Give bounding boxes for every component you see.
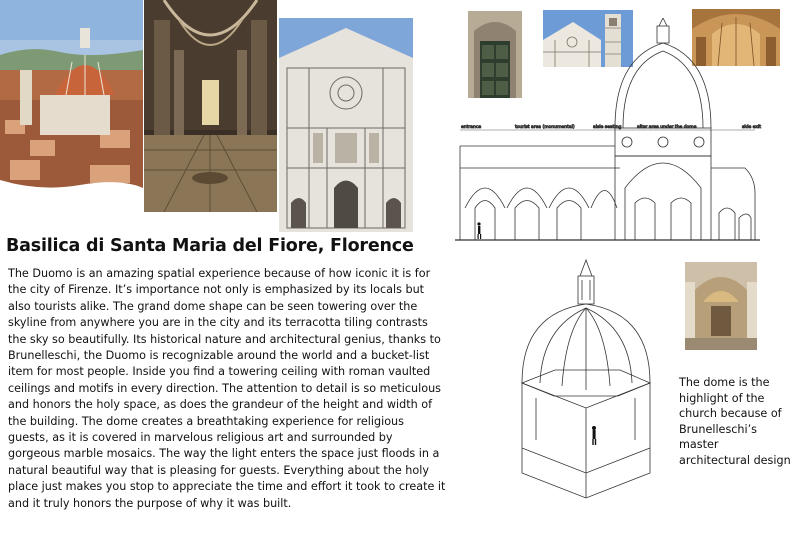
person-figure-small [592,426,596,445]
description-paragraph: The Duomo is an amazing spatial experience because of how iconic it is for the city of Firenze. It’s importance not only is emphasized by its locals but also tourists alike. The grand dome shape can be seen towering over the skyline from anywhere you are in the city and its terracotta tiling contrasts the sky so beautifully. Its historical nature and architectural genius, thanks to Brunelleschi, the Duomo is recognizable around the world and a bucket-list item for most people. Inside you find a towering ceiling with roman vaulted ceilings and motifs in every direction. The attention to detail is so meticulous and honors the holy space, as does the grandeur of the height and width of the building. The dome creates a breathtaking experience for religious guests, as it is covered in marvelous religious art and surrounded by gorgeous marble mosaics. The way the light enters the space just floods in a natural beautiful way that is pleasing for guests. Everything about the holy place just makes you stop to appreciate the time and effort it took to create it and it truly honors the purpose of why it was built. [8,267,446,510]
label-altar-area: altar area under the dome [637,125,697,130]
dome-axonometric-drawing [510,258,680,538]
duomo-nave-interior-photo [144,0,277,212]
person-figure [477,222,481,239]
label-entrance: entrance [461,125,482,130]
label-aisle-seating: aisle seating [593,125,622,130]
duomo-facade-photo [279,18,413,232]
label-tourist-area: tourist area (monumental) [515,125,575,130]
altar-under-dome-photo [685,262,757,350]
cathedral-section-drawing [455,18,765,250]
duomo-skyline-photo [0,0,143,192]
label-side-exit: side exit [742,125,762,130]
dome-caption: The dome is the highlight of the church because of Brunelleschi’s master architectural design [679,376,791,467]
page-title: Basilica di Santa Maria del Fiore, Florence [6,236,414,256]
